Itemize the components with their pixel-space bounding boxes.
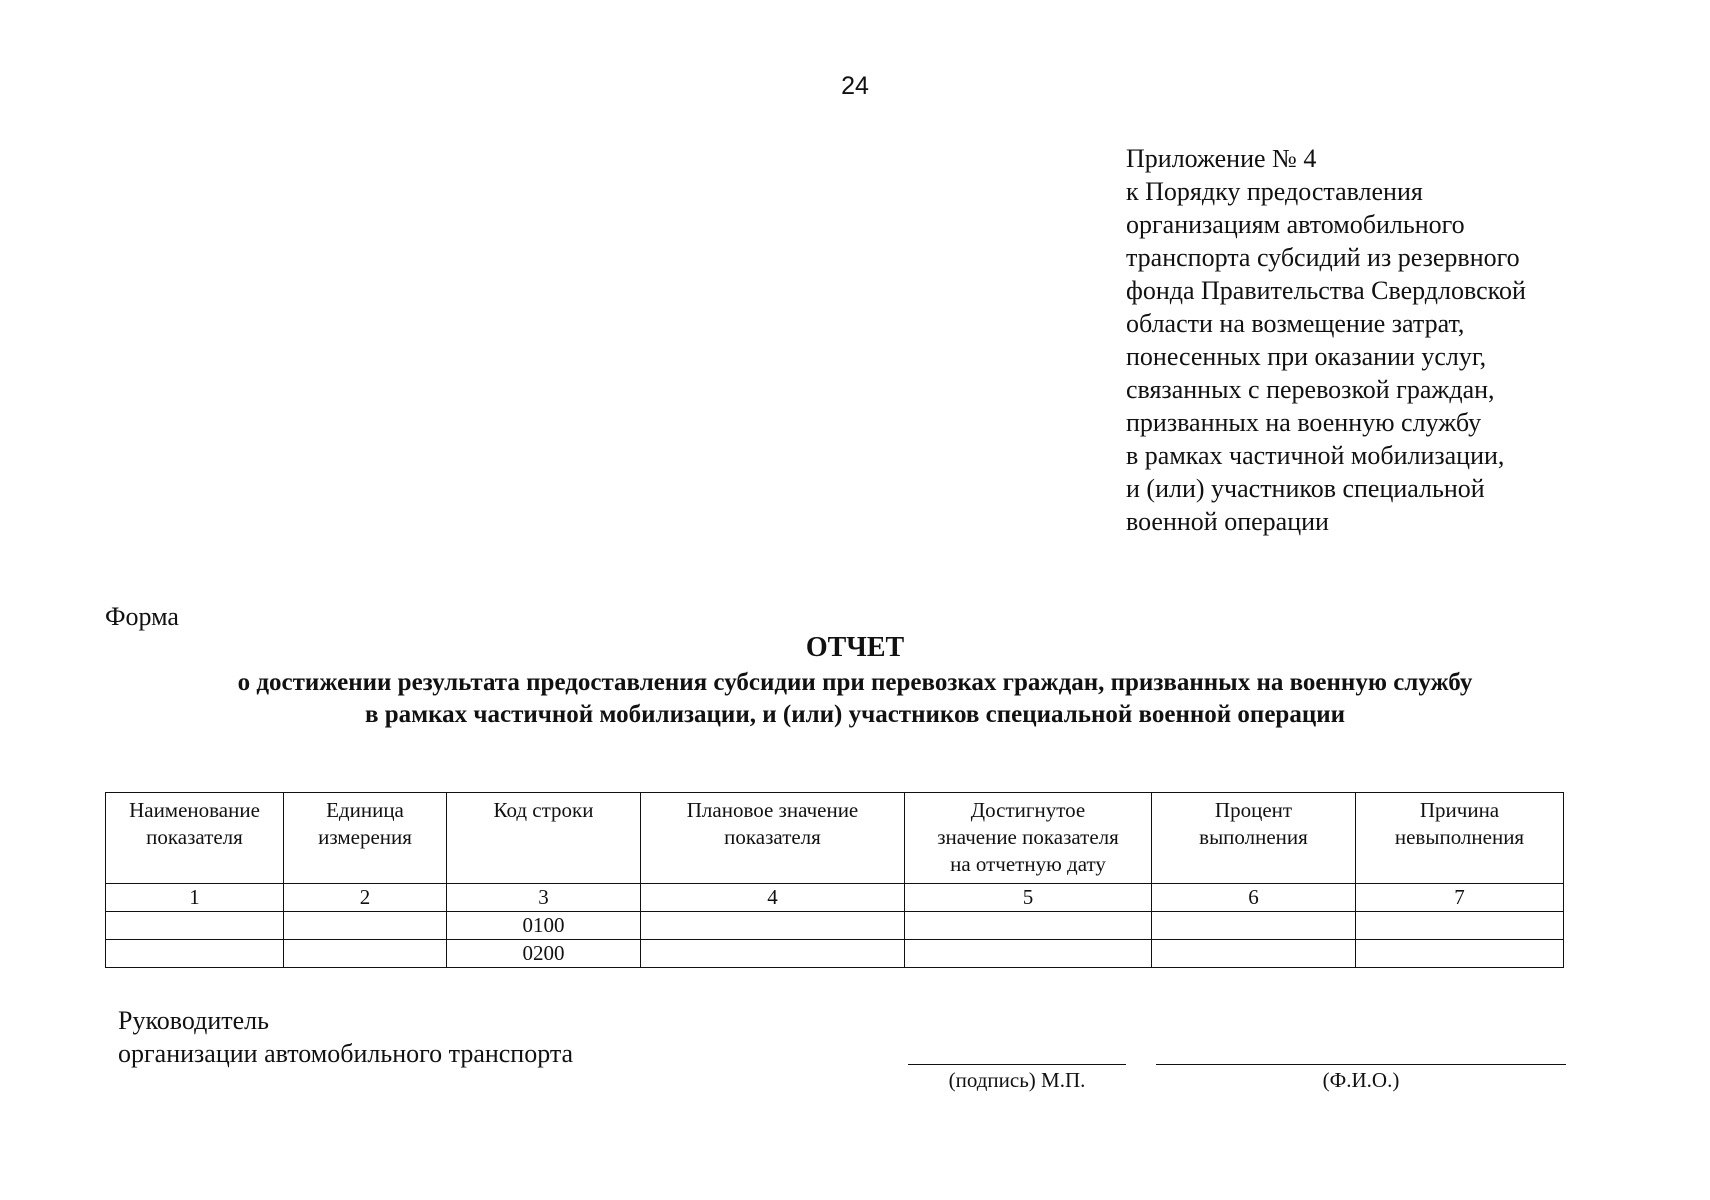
signatory-title <box>118 1004 573 1070</box>
report-subtitle-line: в рамках частичной мобилизации, и (или) участников специальной военной операции <box>364 701 1346 728</box>
table-cell-row-code: 0200 <box>447 940 641 968</box>
table-cell <box>905 912 1152 940</box>
header-achieved-value: Достигнутое значение показателя на отчетную дату <box>905 793 1152 884</box>
table-cell <box>284 940 447 968</box>
table-header-row <box>106 793 1564 884</box>
column-number: 3 <box>447 884 641 912</box>
name-caption: (Ф.И.О.) <box>1322 1068 1400 1092</box>
table-cell <box>1152 912 1356 940</box>
table-row <box>106 912 1564 940</box>
column-number: 2 <box>284 884 447 912</box>
table-cell <box>1152 940 1356 968</box>
table-cell <box>1356 912 1564 940</box>
column-number: 1 <box>106 884 284 912</box>
form-label: Форма <box>105 602 179 631</box>
appendix-line: фонда Правительства Свердловской <box>1126 276 1526 305</box>
table-cell <box>106 940 284 968</box>
signatory-line: Руководитель <box>118 1006 269 1035</box>
appendix-line: области на возмещение затрат, <box>1126 309 1465 338</box>
appendix-line: призванных на военную службу <box>1126 408 1482 437</box>
report-subtitle-line: о достижении результата предоставления субсидии при перевозках граждан, призванных на военную службу <box>237 669 1473 696</box>
appendix-line: организациям автомобильного <box>1126 210 1465 239</box>
report-subtitle <box>100 667 1610 731</box>
page-number: 24 <box>841 72 869 100</box>
table-row <box>106 940 1564 968</box>
header-failure-reason: Причина невыполнения <box>1356 793 1564 884</box>
header-completion-percent: Процент выполнения <box>1152 793 1356 884</box>
table-cell <box>905 940 1152 968</box>
table-cell <box>1356 940 1564 968</box>
column-number: 5 <box>905 884 1152 912</box>
table-cell <box>641 912 905 940</box>
table-cell <box>284 912 447 940</box>
signature-line <box>908 1064 1126 1065</box>
appendix-line: в рамках частичной мобилизации, <box>1126 441 1505 470</box>
appendix-block <box>1126 142 1686 538</box>
appendix-line: понесенных при оказании услуг, <box>1126 342 1487 371</box>
report-title: ОТЧЕТ <box>805 632 905 663</box>
table-cell <box>106 912 284 940</box>
column-number: 4 <box>641 884 905 912</box>
appendix-line: Приложение № 4 <box>1126 144 1317 173</box>
header-planned-value: Плановое значение показателя <box>641 793 905 884</box>
appendix-line: связанных с перевозкой граждан, <box>1126 375 1495 404</box>
appendix-line: и (или) участников специальной <box>1126 474 1485 503</box>
table-cell-row-code: 0100 <box>447 912 641 940</box>
appendix-line: военной операции <box>1126 507 1329 536</box>
signatory-line: организации автомобильного транспорта <box>118 1039 574 1068</box>
column-number: 7 <box>1356 884 1564 912</box>
header-unit: Единица измерения <box>284 793 447 884</box>
name-line <box>1156 1064 1566 1065</box>
column-number: 6 <box>1152 884 1356 912</box>
appendix-line: транспорта субсидий из резервного <box>1126 243 1520 272</box>
header-row-code: Код строки <box>447 793 641 884</box>
appendix-line: к Порядку предоставления <box>1126 177 1423 206</box>
report-table <box>105 792 1564 968</box>
header-indicator-name: Наименование показателя <box>106 793 284 884</box>
table-cell <box>641 940 905 968</box>
column-number-row <box>106 884 1564 912</box>
signature-caption: (подпись) М.П. <box>948 1068 1086 1092</box>
